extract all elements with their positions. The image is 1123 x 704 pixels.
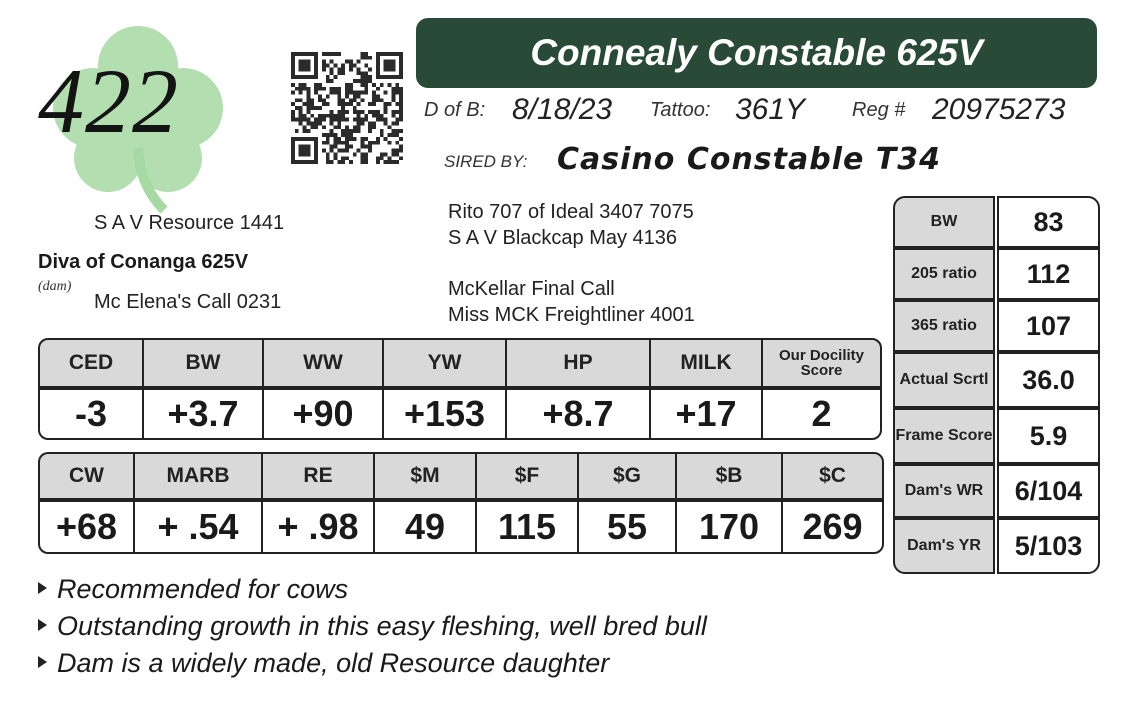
comment-item xyxy=(38,648,609,679)
performance-label: 365 ratio xyxy=(893,300,995,352)
tattoo-label: Tattoo: xyxy=(650,99,711,121)
tattoo-value: 361Y xyxy=(735,93,806,126)
epd-value-cw: +68 xyxy=(38,500,133,554)
performance-label: Actual Scrtl xyxy=(893,352,995,408)
epd-value-hp: +8.7 xyxy=(505,388,649,440)
epd-header-cw: CW xyxy=(38,452,133,500)
comment-text: Recommended for cows xyxy=(57,574,349,604)
performance-value: 5.9 xyxy=(997,408,1100,464)
dam-dam-dam: Miss MCK Freightliner 4001 xyxy=(448,304,695,326)
epd-header-dollar-g: $G xyxy=(577,452,675,500)
comment-item xyxy=(38,611,707,642)
epd-value-ced: -3 xyxy=(38,388,142,440)
reg-label: Reg # xyxy=(852,99,906,121)
sired-by-label: SIRED BY: xyxy=(444,152,528,171)
performance-row-dams-wr xyxy=(893,464,1100,518)
dam-dam: Mc Elena's Call 0231 xyxy=(94,291,282,313)
dob-label: D of B: xyxy=(424,99,486,121)
epd-value-dollar-m: 49 xyxy=(373,500,475,554)
sire-sire: Rito 707 of Ideal 3407 7075 xyxy=(448,201,694,223)
epd-value-re: + .98 xyxy=(261,500,373,554)
epd-value-bw: +3.7 xyxy=(142,388,262,440)
epd-header-dollar-c: $C xyxy=(781,452,884,500)
epd-header-row xyxy=(38,338,882,388)
triangle-bullet-icon xyxy=(38,656,47,668)
lot-number: 422 xyxy=(38,50,179,152)
performance-value: 6/104 xyxy=(997,464,1100,518)
performance-row-205-ratio xyxy=(893,248,1100,300)
performance-label: Frame Score xyxy=(893,408,995,464)
epd-table-1 xyxy=(38,338,882,440)
performance-value: 83 xyxy=(997,196,1100,248)
bull-name: Connealy Constable 625V xyxy=(530,32,983,73)
epd-header-marb: MARB xyxy=(133,452,261,500)
performance-row-scrotal xyxy=(893,352,1100,408)
performance-label: 205 ratio xyxy=(893,248,995,300)
performance-label: Dam's YR xyxy=(893,518,995,574)
epd-header-docility: Our Docility Score xyxy=(761,338,882,388)
sire-name: Casino Constable T34 xyxy=(557,142,941,177)
dam-tag: (dam) xyxy=(38,279,72,294)
epd-header-ced: CED xyxy=(38,338,142,388)
performance-row-bw xyxy=(893,196,1100,248)
dam-name: Diva of Conanga 625V xyxy=(38,251,249,273)
epd-header-row xyxy=(38,452,884,500)
epd-header-dollar-m: $M xyxy=(373,452,475,500)
performance-label: Dam's WR xyxy=(893,464,995,518)
epd-value-docility: 2 xyxy=(761,388,882,440)
epd-value-dollar-f: 115 xyxy=(475,500,577,554)
epd-header-ww: WW xyxy=(262,338,382,388)
epd-header-hp: HP xyxy=(505,338,649,388)
epd-value-ww: +90 xyxy=(262,388,382,440)
comment-item xyxy=(38,574,348,605)
epd-header-bw: BW xyxy=(142,338,262,388)
epd-header-dollar-b: $B xyxy=(675,452,781,500)
performance-row-365-ratio xyxy=(893,300,1100,352)
performance-label: BW xyxy=(893,196,995,248)
epd-value-milk: +17 xyxy=(649,388,761,440)
dam-dam-sire: McKellar Final Call xyxy=(448,278,615,300)
dob-value: 8/18/23 xyxy=(512,93,613,126)
epd-value-dollar-b: 170 xyxy=(675,500,781,554)
epd-value-row xyxy=(38,500,884,554)
performance-value: 5/103 xyxy=(997,518,1100,574)
comment-text: Outstanding growth in this easy fleshing, well bred bull xyxy=(57,611,707,641)
performance-row-frame-score xyxy=(893,408,1100,464)
epd-header-milk: MILK xyxy=(649,338,761,388)
epd-value-row xyxy=(38,388,882,440)
reg-value: 20975273 xyxy=(932,93,1066,126)
comment-text: Dam is a widely made, old Resource daughter xyxy=(57,648,610,678)
epd-header-dollar-f: $F xyxy=(475,452,577,500)
performance-value: 112 xyxy=(997,248,1100,300)
performance-value: 36.0 xyxy=(997,352,1100,408)
epd-value-yw: +153 xyxy=(382,388,505,440)
performance-row-dams-yr xyxy=(893,518,1100,574)
triangle-bullet-icon xyxy=(38,582,47,594)
performance-value: 107 xyxy=(997,300,1100,352)
qr-code-icon[interactable] xyxy=(288,52,406,164)
epd-table-2 xyxy=(38,452,884,554)
sire-dam: S A V Blackcap May 4136 xyxy=(448,227,678,249)
epd-value-dollar-c: 269 xyxy=(781,500,884,554)
epd-value-dollar-g: 55 xyxy=(577,500,675,554)
bull-name-banner xyxy=(416,18,1097,88)
dam-sire: S A V Resource 1441 xyxy=(94,212,285,234)
epd-header-re: RE xyxy=(261,452,373,500)
epd-header-yw: YW xyxy=(382,338,505,388)
epd-value-marb: + .54 xyxy=(133,500,261,554)
triangle-bullet-icon xyxy=(38,619,47,631)
